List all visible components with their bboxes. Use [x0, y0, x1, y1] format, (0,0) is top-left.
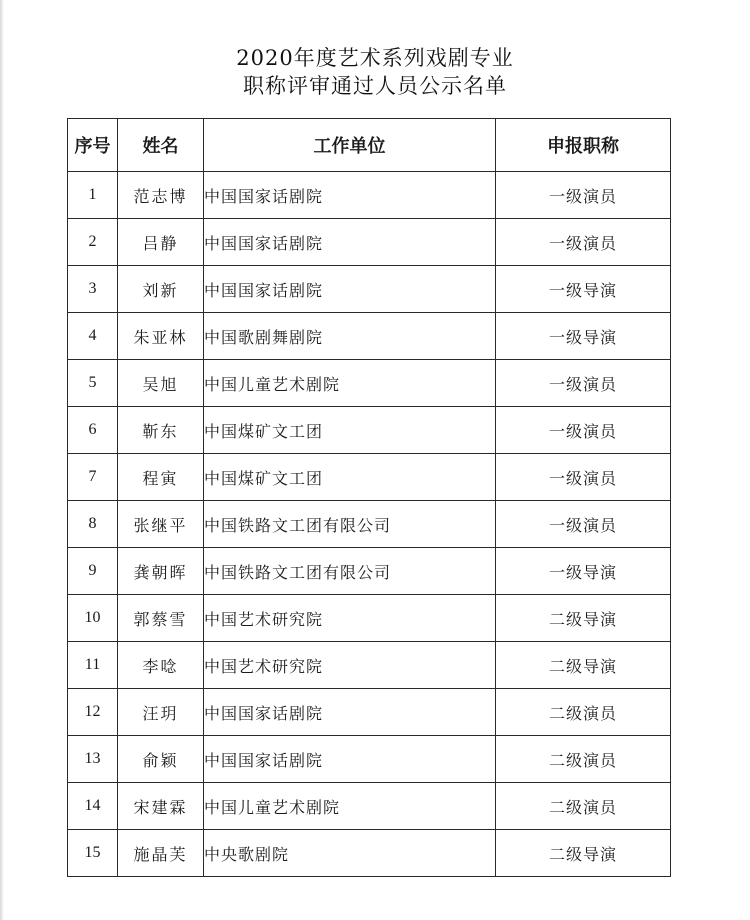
table-row: [68, 642, 671, 689]
table-row: [68, 736, 671, 783]
cell-name: 吴旭: [118, 360, 204, 407]
header-title: 申报职称: [496, 119, 671, 172]
cell-title: 一级导演: [496, 313, 671, 360]
title-line-2: 职称评审通过人员公示名单: [243, 74, 507, 98]
table-row: [68, 360, 671, 407]
cell-name: 龚朝晖: [118, 548, 204, 595]
cell-index: 12: [68, 689, 118, 736]
table-row: [68, 501, 671, 548]
header-name: 姓名: [118, 119, 204, 172]
cell-name: 刘新: [118, 266, 204, 313]
table-row: [68, 172, 671, 219]
page-edge-shadow: [0, 0, 4, 920]
cell-unit: 中国国家话剧院: [204, 219, 496, 266]
cell-unit: 中国国家话剧院: [204, 689, 496, 736]
cell-index: 15: [68, 830, 118, 877]
table-row: [68, 266, 671, 313]
cell-title: 二级演员: [496, 689, 671, 736]
cell-index: 9: [68, 548, 118, 595]
cell-index: 7: [68, 454, 118, 501]
table-body: [68, 172, 671, 877]
cell-name: 靳东: [118, 407, 204, 454]
cell-title: 一级导演: [496, 548, 671, 595]
cell-name: 郭蔡雪: [118, 595, 204, 642]
cell-title: 一级导演: [496, 266, 671, 313]
table-row: [68, 830, 671, 877]
cell-name: 朱亚林: [118, 313, 204, 360]
table-row: [68, 454, 671, 501]
cell-name: 李唸: [118, 642, 204, 689]
cell-index: 5: [68, 360, 118, 407]
cell-name: 宋建霖: [118, 783, 204, 830]
cell-unit: 中国艺术研究院: [204, 642, 496, 689]
table-row: [68, 313, 671, 360]
cell-unit: 中国儿童艺术剧院: [204, 360, 496, 407]
cell-unit: 中国煤矿文工团: [204, 407, 496, 454]
cell-name: 程寅: [118, 454, 204, 501]
cell-unit: 中国艺术研究院: [204, 595, 496, 642]
cell-name: 吕静: [118, 219, 204, 266]
cell-index: 13: [68, 736, 118, 783]
cell-unit: 中国铁路文工团有限公司: [204, 548, 496, 595]
cell-title: 一级演员: [496, 219, 671, 266]
cell-index: 8: [68, 501, 118, 548]
cell-name: 张继平: [118, 501, 204, 548]
cell-title: 二级演员: [496, 783, 671, 830]
table-row: [68, 407, 671, 454]
cell-index: 4: [68, 313, 118, 360]
cell-index: 2: [68, 219, 118, 266]
table-row: [68, 783, 671, 830]
cell-index: 1: [68, 172, 118, 219]
cell-name: 汪玥: [118, 689, 204, 736]
cell-unit: 中国铁路文工团有限公司: [204, 501, 496, 548]
cell-unit: 中国国家话剧院: [204, 172, 496, 219]
cell-title: 二级导演: [496, 642, 671, 689]
cell-index: 11: [68, 642, 118, 689]
cell-index: 14: [68, 783, 118, 830]
cell-unit: 中国歌剧舞剧院: [204, 313, 496, 360]
cell-title: 一级演员: [496, 501, 671, 548]
cell-title: 二级演员: [496, 736, 671, 783]
cell-title: 一级演员: [496, 407, 671, 454]
table-header-row: [68, 119, 671, 172]
cell-title: 二级导演: [496, 595, 671, 642]
cell-title: 一级演员: [496, 454, 671, 501]
cell-unit: 中国煤矿文工团: [204, 454, 496, 501]
cell-name: 施晶芙: [118, 830, 204, 877]
table-row: [68, 548, 671, 595]
cell-unit: 中央歌剧院: [204, 830, 496, 877]
cell-name: 范志博: [118, 172, 204, 219]
cell-index: 6: [68, 407, 118, 454]
table-row: [68, 689, 671, 736]
document-title: [0, 44, 750, 100]
cell-index: 10: [68, 595, 118, 642]
cell-unit: 中国国家话剧院: [204, 736, 496, 783]
title-line-1: 2020年度艺术系列戏剧专业: [236, 46, 514, 70]
cell-unit: 中国儿童艺术剧院: [204, 783, 496, 830]
roster-table: [67, 118, 671, 877]
cell-index: 3: [68, 266, 118, 313]
cell-title: 二级导演: [496, 830, 671, 877]
table-row: [68, 595, 671, 642]
cell-name: 俞颖: [118, 736, 204, 783]
header-unit: 工作单位: [204, 119, 496, 172]
cell-unit: 中国国家话剧院: [204, 266, 496, 313]
header-index: 序号: [68, 119, 118, 172]
cell-title: 一级演员: [496, 360, 671, 407]
cell-title: 一级演员: [496, 172, 671, 219]
table-row: [68, 219, 671, 266]
